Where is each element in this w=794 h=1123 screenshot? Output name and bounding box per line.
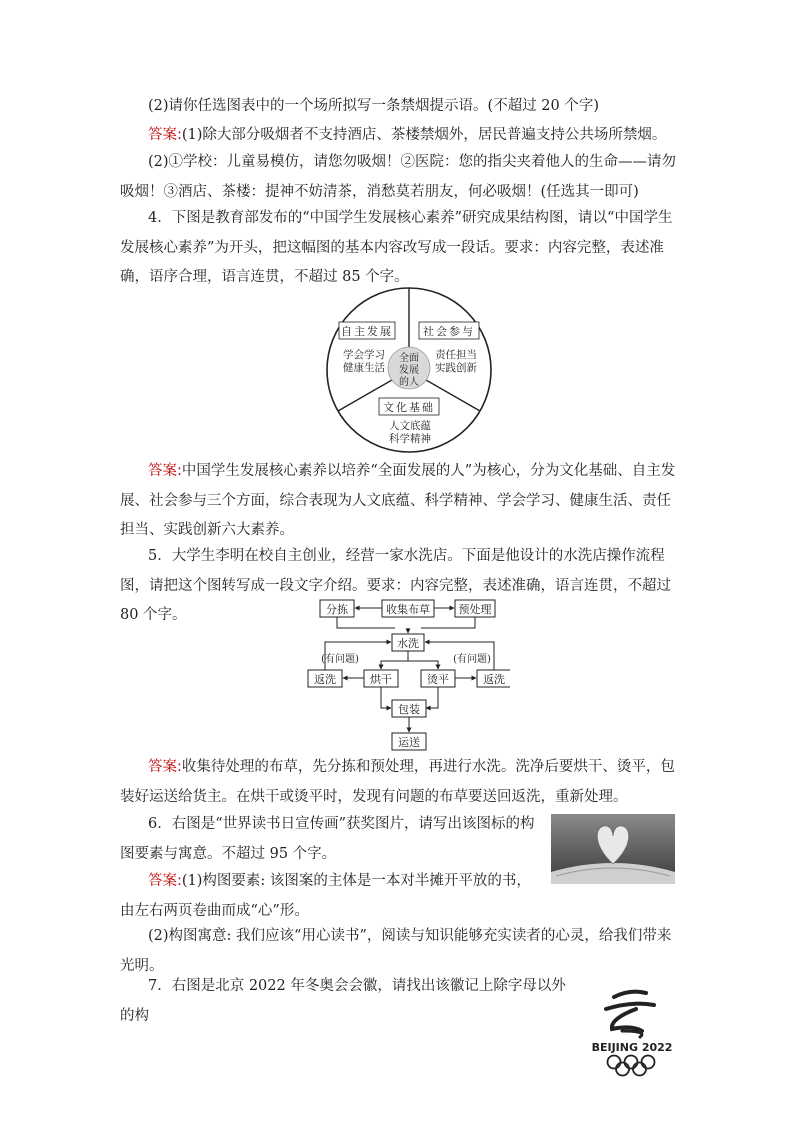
label-wash: 水洗 xyxy=(397,637,419,650)
q6-answer-1 xyxy=(120,867,540,926)
bottom-item-2: 科学精神 xyxy=(389,433,431,445)
arrow-dry-pack xyxy=(381,687,391,708)
center-line-2: 发展 xyxy=(399,365,419,376)
emblem-stroke-1 xyxy=(614,992,646,997)
label-problem-left: (有问题) xyxy=(321,654,359,665)
core-literacy-diagram xyxy=(324,285,494,455)
answer-text: 收集待处理的布草，先分拣和预处理，再进行水洗。洗净后要烘干、烫平，包装好运送给货主。在烘干或烫平时，发现有问题的布草要送回返洗，重新处理。 xyxy=(120,759,675,805)
laundry-flowchart xyxy=(300,598,510,754)
bottom-item-1: 人文底蕴 xyxy=(389,420,431,432)
q7-question: 7．右图是北京 2022 年冬奥会会徽，请找出该徽记上除字母以外的构 xyxy=(120,978,566,1024)
answer-label: 答案: xyxy=(148,463,182,479)
right-title: 社会参与 xyxy=(423,325,475,338)
line-sort-wash xyxy=(337,617,395,628)
left-item-1: 学会学习 xyxy=(343,349,385,361)
arrow-to-dry xyxy=(381,661,408,669)
label-iron: 烫平 xyxy=(427,673,449,686)
left-item-2: 健康生活 xyxy=(343,362,385,374)
q6-answer-2: (2)构图寓意: 我们应该“用心读书”，阅读与知识能够充实读者的心灵，给我们带来光明。 xyxy=(120,928,672,974)
label-ship: 运送 xyxy=(398,736,420,749)
center-line-1: 全面 xyxy=(399,353,419,364)
q3-answer-2: (2)①学校：儿童易模仿，请您勿吸烟！②医院：您的指尖夹着他人的生命——请勿吸烟！③酒店、茶楼：提神不妨清茶，消愁莫若朋友，何必吸烟！(任选其一即可) xyxy=(120,154,677,200)
label-collect: 收集布草 xyxy=(386,603,430,616)
ring-2 xyxy=(625,1056,638,1069)
right-item-2: 实践创新 xyxy=(435,362,477,374)
right-item-1: 责任担当 xyxy=(435,349,477,361)
label-rewash-left: 返洗 xyxy=(314,673,336,686)
book-heart-svg xyxy=(551,814,675,884)
label-problem-right: (有问题) xyxy=(453,654,491,665)
arrow-iron-pack xyxy=(426,687,438,708)
answer-label: 答案: xyxy=(148,759,182,775)
q6-question: 6．右图是“世界读书日宣传画”获奖图片，请写出该图标的构图要素与寓意。不超过 95 个字。 xyxy=(120,816,535,862)
q3-subquestion-2: (2)请你任选图表中的一个场所拟写一条禁烟提示语。(不超过 20 个字) xyxy=(148,98,600,114)
q4-question: 4．下图是教育部发布的“中国学生发展核心素养”研究成果结构图，请以“中国学生发展核心素养”为开头，把这幅图的基本内容改写成一段话。要求：内容完整，表述准确，语序合理，语言连贯，不超过 85 个字。 xyxy=(120,210,673,285)
q5-answer xyxy=(120,753,680,812)
q4-answer xyxy=(120,457,680,546)
emblem-stroke-3 xyxy=(612,1009,642,1031)
bottom-title: 文化基础 xyxy=(383,401,435,414)
answer-text: 中国学生发展核心素养以培养“全面发展的人”为核心，分为文化基础、自主发展、社会参与三个方面，综合表现为人文底蕴、科学精神、学会学习、健康生活、责任担当、实践创新六大素养。 xyxy=(120,463,676,538)
label-sort: 分拣 xyxy=(326,603,348,616)
answer-text: (1)除大部分吸烟者不支持酒店、茶楼禁烟外，居民普遍支持公共场所禁烟。 xyxy=(181,127,667,143)
flowchart-svg xyxy=(300,598,510,754)
label-pack: 包装 xyxy=(398,703,420,716)
line-pre-wash xyxy=(421,617,475,628)
arrow-to-iron xyxy=(408,661,438,669)
ring-4 xyxy=(616,1063,629,1076)
book-heart-image xyxy=(551,814,675,884)
answer-text: (1)构图要素: 该图案的主体是一本对半摊开平放的书，由左右两页卷曲而成“心”形。 xyxy=(120,873,531,919)
label-pretreat: 预处理 xyxy=(458,603,492,616)
label-dry: 烘干 xyxy=(370,673,392,686)
beijing-2022-emblem xyxy=(592,985,672,1080)
q3-answer-1 xyxy=(120,121,680,151)
label-rewash-right: 返洗 xyxy=(483,673,505,686)
left-title: 自主发展 xyxy=(341,325,393,338)
ring-5 xyxy=(633,1063,646,1076)
answer-label: 答案: xyxy=(148,127,182,143)
emblem-svg xyxy=(592,985,672,1080)
ring-1 xyxy=(608,1056,621,1069)
answer-label: 答案: xyxy=(148,873,182,889)
core-literacy-svg xyxy=(324,285,494,455)
ring-3 xyxy=(642,1056,655,1069)
emblem-stroke-4 xyxy=(622,1031,642,1037)
emblem-text: BEIJING 2022 xyxy=(592,1041,672,1054)
q5-question: 5．大学生李明在校自主创业，经营一家水洗店。下面是他设计的水洗店操作流程图，请把这个图转写成一段文字介绍。要求：内容完整，表述准确，语言连贯，不超过 80 个字。 xyxy=(120,548,671,623)
emblem-stroke-2 xyxy=(606,1004,654,1009)
center-line-3: 的人 xyxy=(399,377,419,388)
